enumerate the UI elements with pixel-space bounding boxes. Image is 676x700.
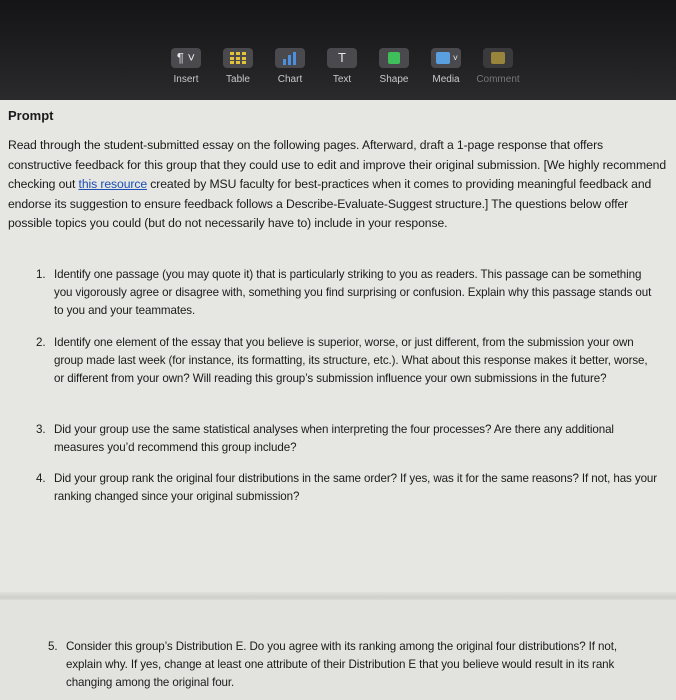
chart-label: Chart	[277, 74, 303, 85]
text-label: Text	[332, 74, 352, 85]
paragraph-icon: ¶ ˅	[171, 48, 201, 68]
list-text: Identify one passage (you may quote it) that is particularly striking to you as readers. This passage can be something you vigorously agree or disagree with, something you find surprising or confusion. Explain why this passage stands out to you and your teammates.	[54, 268, 652, 317]
document-page-2[interactable]	[0, 600, 676, 700]
media-icon: ˅	[431, 48, 461, 68]
comment-icon	[483, 48, 513, 68]
insert-label: Insert	[173, 74, 199, 85]
document-page[interactable]	[0, 100, 676, 598]
list-text: Identify one element of the essay that you believe is superior, worse, or just different, from the submission your own group made last week (for instance, its formatting, its structure, etc.). What about this response makes it better, worse, or different from your own? Will reading this group’s submission influence your own submissions in the future?	[54, 336, 648, 385]
table-icon	[223, 48, 253, 68]
chart-button[interactable]	[264, 48, 316, 92]
shape-icon	[379, 48, 409, 68]
intro-paragraph	[8, 136, 668, 234]
intro-text-before: Read through the student-submitted essay on the following pages. Afterward, draft a 1-page response that offers constructive feedback for this group that they could use to edit and improve their original submission. [We highly recommend checking out	[8, 138, 667, 191]
intro-text-after: created by MSU faculty for best-practices when it comes to providing meaningful feedback and endorse its suggestion to ensure feedback follows a Describe-Evaluate-Suggest structure.] The questions below offer possible topics you could (but do not necessarily have to) include in your response.	[8, 177, 652, 230]
list-number: 5.	[48, 640, 58, 653]
media-button[interactable]	[420, 48, 472, 92]
table-label: Table	[226, 74, 250, 85]
shape-button[interactable]	[368, 48, 420, 92]
comment-label: Comment	[476, 74, 520, 85]
resource-link[interactable]: this resource	[78, 177, 148, 191]
comment-button[interactable]	[472, 48, 524, 92]
list-text: Did your group rank the original four distributions in the same order? If yes, was it for the same reasons? If not, has your ranking changed since your original submission?	[54, 472, 658, 503]
list-number: 4.	[36, 472, 46, 485]
insert-button[interactable]	[160, 48, 212, 92]
toolbar	[150, 48, 530, 92]
list-number: 2.	[36, 336, 46, 349]
app-title-bar	[0, 0, 676, 100]
media-label: Media	[432, 74, 460, 85]
list-text: Did your group use the same statistical analyses when interpreting the four processes? Are there any additional measures you’d recommend this group include?	[54, 423, 614, 454]
list-number: 1.	[36, 268, 46, 281]
shape-label: Shape	[379, 74, 409, 85]
text-icon: T	[327, 48, 357, 68]
chart-icon	[275, 48, 305, 68]
list-number: 3.	[36, 423, 46, 436]
text-button[interactable]	[316, 48, 368, 92]
table-button[interactable]	[212, 48, 264, 92]
page-title: Prompt	[8, 108, 54, 123]
list-text: Consider this group’s Distribution E. Do you agree with its ranking among the original four distributions? If not, explain why. If yes, change at least one attribute of their Distribution E that you believe would result in its rank changing among the original four.	[66, 640, 617, 689]
